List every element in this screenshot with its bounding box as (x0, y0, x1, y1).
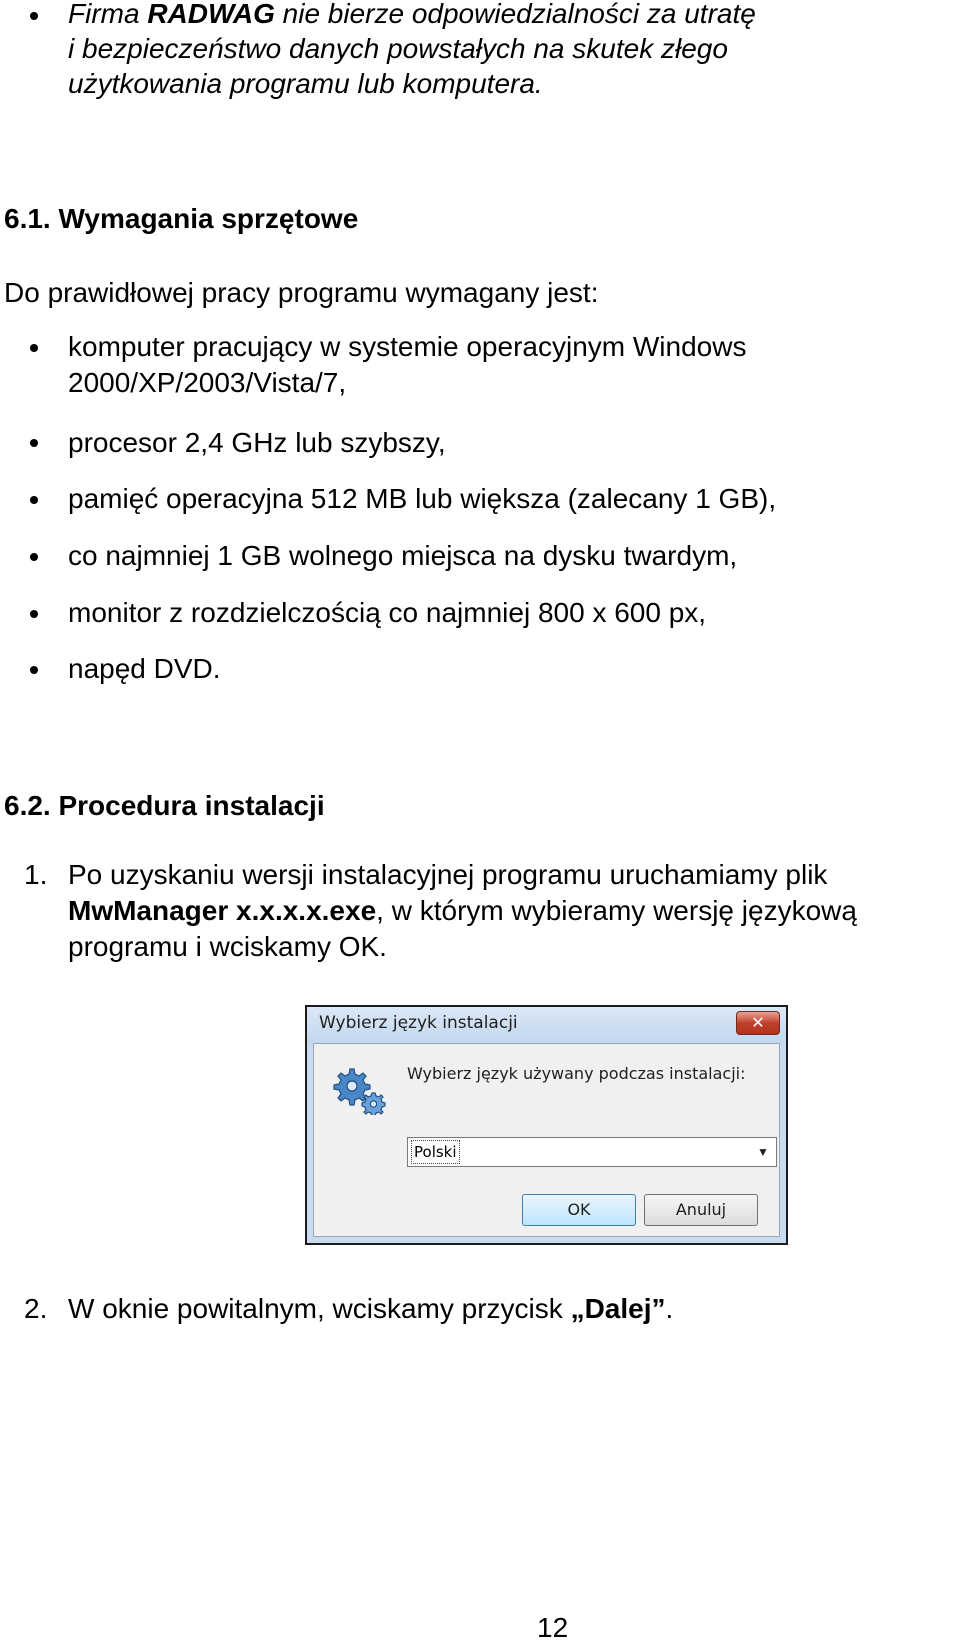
requirement-monitor: monitor z rozdzielczością co najmniej 800 x 600 px, (68, 597, 707, 628)
bullet (30, 12, 38, 20)
language-prompt: Wybierz język używany podczas instalacji: (407, 1064, 746, 1083)
step-1-line-3: programu i wciskamy OK. (68, 931, 387, 962)
step-1-line-1: Po uzyskaniu wersji instalacyjnej programu uruchamiamy plik (68, 859, 828, 890)
language-dialog (305, 1005, 788, 1245)
dialog-title: Wybierz język instalacji (319, 1013, 518, 1033)
gear-icon (328, 1063, 386, 1115)
installer-file-name: MwManager x.x.x.x.exe (68, 895, 377, 926)
bullet (30, 439, 38, 447)
section-heading-hardware: 6.1. Wymagania sprzętowe (4, 203, 359, 234)
close-icon: ✕ (751, 1013, 765, 1032)
requirement-disk: co najmniej 1 GB wolnego miejsca na dysku twardym, (68, 540, 738, 571)
bullet (30, 344, 38, 352)
intro-line-3: użytkowania programu lub komputera. (68, 68, 543, 99)
page-number: 12 (537, 1612, 569, 1643)
bullet (30, 610, 38, 618)
step-2-text: W oknie powitalnym, wciskamy przycisk „Dalej”. (68, 1293, 674, 1324)
brand-name: RADWAG (147, 0, 275, 29)
intro-line-1: Firma RADWAG nie bierze odpowiedzialności za utratę (68, 0, 756, 29)
step-2-number: 2. (24, 1293, 48, 1324)
dialog-body (313, 1043, 780, 1237)
requirement-dvd: napęd DVD. (68, 653, 221, 684)
language-select[interactable] (407, 1137, 777, 1167)
requirement-os: komputer pracujący w systemie operacyjnym Windows (68, 331, 747, 362)
dialog-titlebar[interactable] (307, 1007, 786, 1043)
requirement-ram: pamięć operacyjna 512 MB lub większa (zalecany 1 GB), (68, 483, 777, 514)
bullet (30, 666, 38, 674)
step-1-line-2: MwManager x.x.x.x.exe, w którym wybieramy wersję językową (68, 895, 857, 926)
chevron-down-icon[interactable]: ▼ (757, 1145, 769, 1159)
ok-button[interactable]: OK (522, 1194, 636, 1226)
bullet (30, 496, 38, 504)
step-1-number: 1. (24, 859, 48, 890)
requirement-cpu: procesor 2,4 GHz lub szybszy, (68, 427, 446, 458)
section-heading-installation: 6.2. Procedura instalacji (4, 790, 325, 821)
requirements-lead: Do prawidłowej pracy programu wymagany jest: (4, 277, 599, 308)
requirement-os-versions: 2000/XP/2003/Vista/7, (68, 367, 347, 398)
selected-language: Polski (414, 1143, 457, 1161)
next-button-name: „Dalej” (570, 1293, 666, 1324)
bullet (30, 553, 38, 561)
close-button[interactable] (736, 1011, 780, 1035)
cancel-button[interactable]: Anuluj (644, 1194, 758, 1226)
intro-line-2: i bezpieczeństwo danych powstałych na skutek złego (68, 33, 728, 64)
